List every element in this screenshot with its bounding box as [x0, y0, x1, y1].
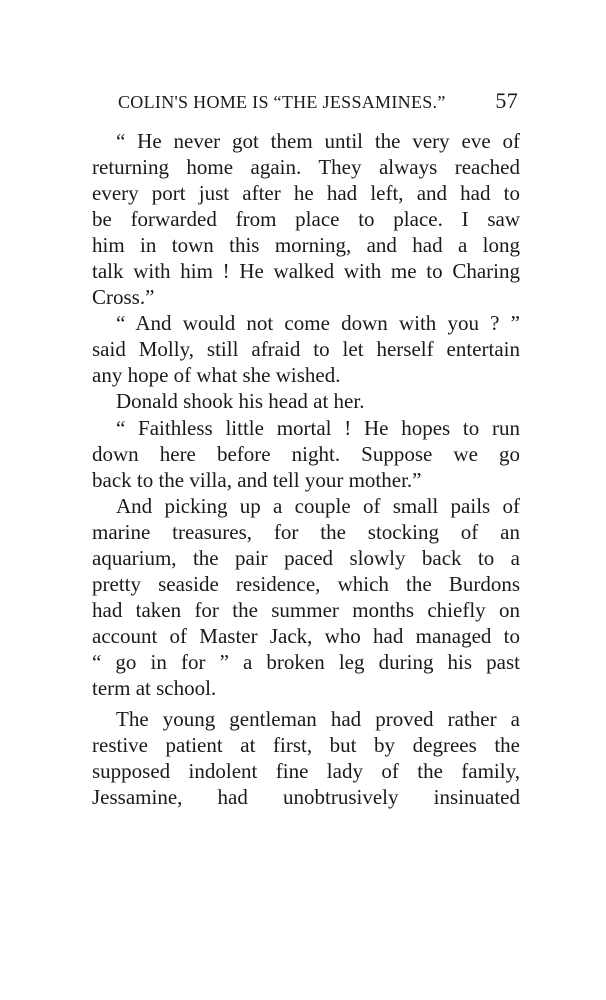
text-line: pretty seaside residence, which the Burdons: [92, 571, 520, 596]
text-line: every port just after he had left, and had to: [92, 181, 520, 206]
text-line: The young gentleman had proved rather a: [116, 707, 520, 732]
text-line: marine treasures, for the stocking of an: [92, 519, 520, 544]
text-line: had taken for the summer months chiefly on: [92, 597, 520, 622]
text-line: “ Faithless little mortal ! He hopes to run: [116, 415, 520, 440]
text-line: Cross.”: [92, 285, 155, 310]
text-line: returning home again. They always reached: [92, 155, 520, 180]
text-line: any hope of what she wished.: [92, 363, 341, 388]
text-line: said Molly, still afraid to let herself entertain: [92, 337, 520, 362]
text-line: “ go in for ” a broken leg during his past: [92, 649, 520, 674]
running-head: [118, 88, 518, 118]
text-line: “ And would not come down with you ? ”: [116, 311, 520, 336]
text-line: talk with him ! He walked with me to Charing: [92, 259, 520, 284]
body-text: [92, 128, 520, 810]
text-line: back to the villa, and tell your mother.”: [92, 467, 422, 492]
text-line: Jessamine, had unobtrusively insinuated: [92, 785, 520, 810]
text-line: aquarium, the pair paced slowly back to a: [92, 545, 520, 570]
text-line: be forwarded from place to place. I saw: [92, 207, 520, 232]
text-line: down here before night. Suppose we go: [92, 441, 520, 466]
text-line: restive patient at first, but by degrees the: [92, 733, 520, 758]
text-line: supposed indolent fine lady of the family,: [92, 759, 520, 784]
text-line: “ He never got them until the very eve of: [116, 129, 520, 153]
text-line: And picking up a couple of small pails of: [116, 493, 520, 518]
running-head-title: COLIN'S HOME IS “THE JESSAMINES.”: [118, 92, 446, 112]
page-number: 57: [495, 88, 518, 113]
text-line: account of Master Jack, who had managed to: [92, 623, 520, 648]
text-line: term at school.: [92, 675, 217, 700]
text-line: him in town this morning, and had a long: [92, 233, 520, 258]
text-line: Donald shook his head at her.: [116, 389, 365, 414]
